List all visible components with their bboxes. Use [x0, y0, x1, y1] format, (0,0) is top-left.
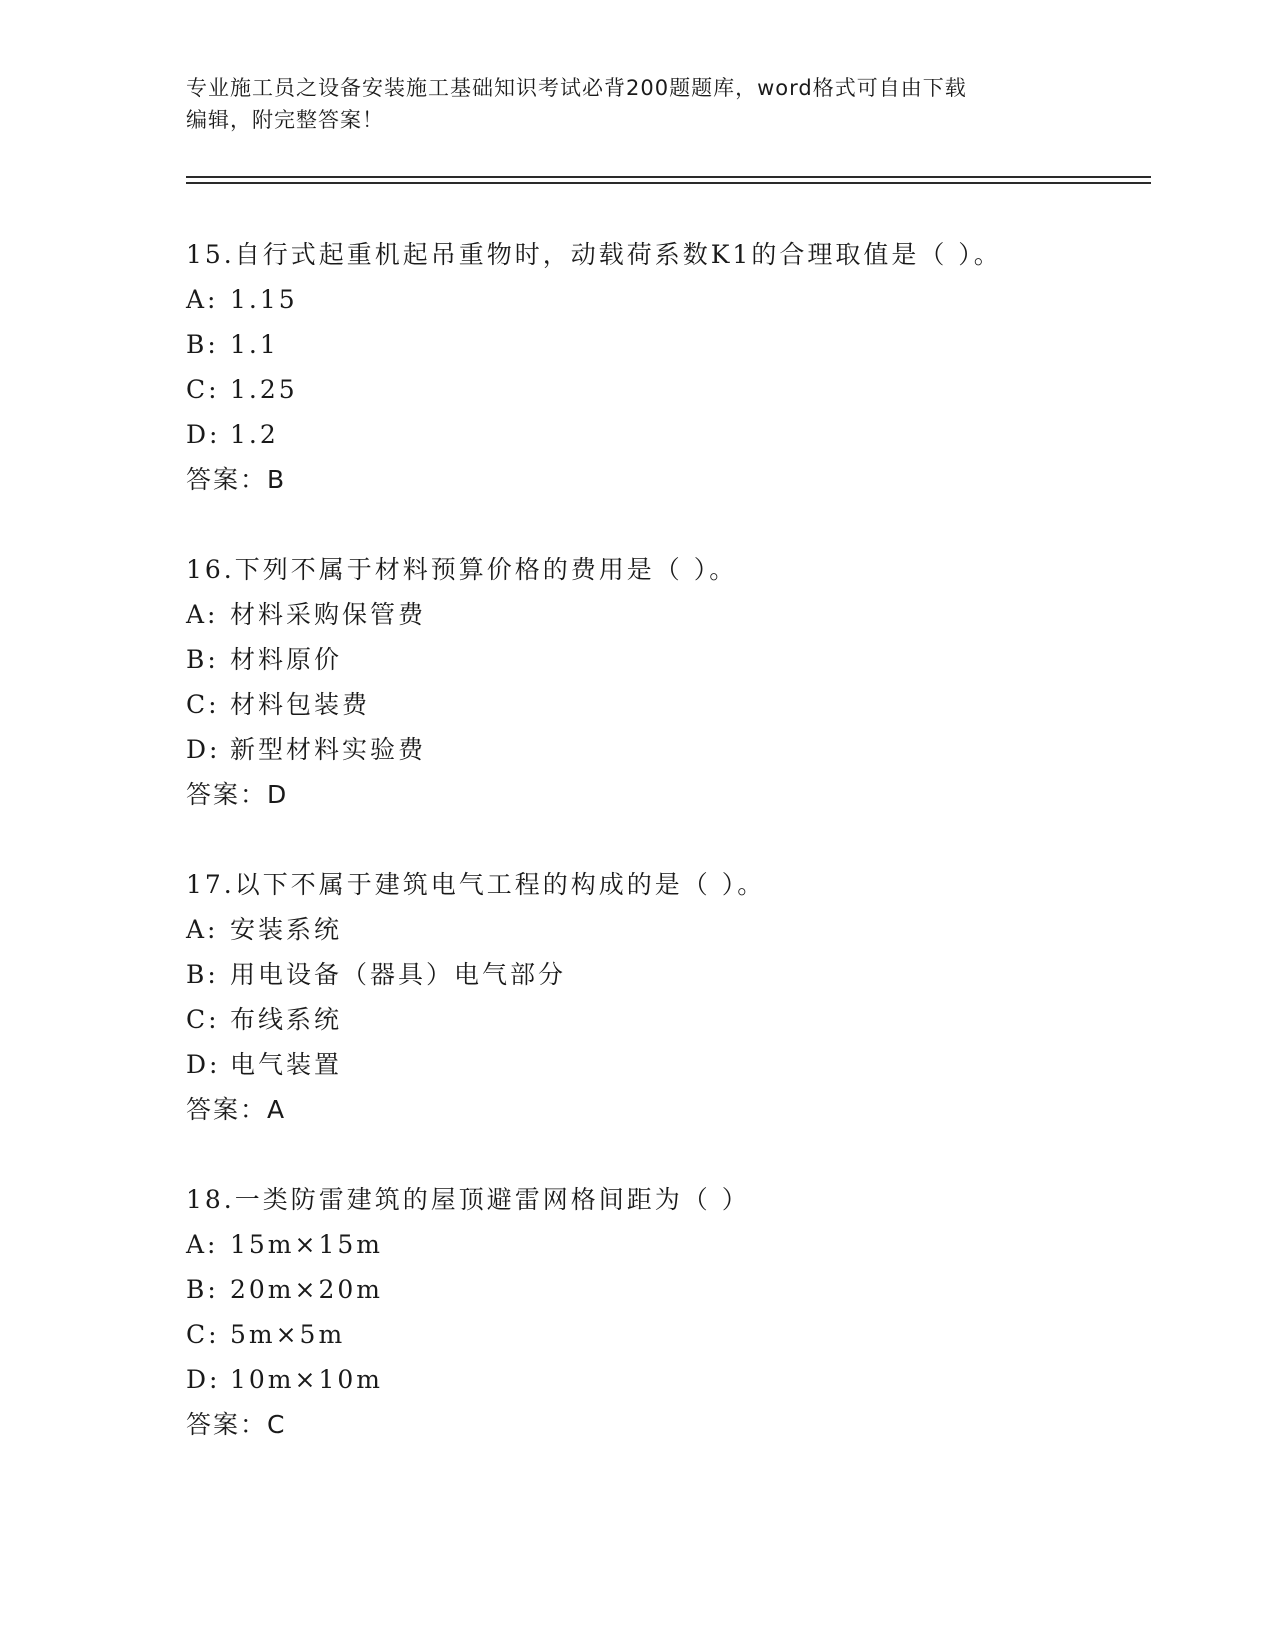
answer-line: 答案：B [186, 465, 287, 494]
option-d [186, 412, 1151, 457]
option-key: A: [186, 285, 219, 314]
option-key: B: [186, 645, 219, 674]
option-text: 15m×15m [230, 1230, 383, 1259]
option-key: A: [186, 600, 219, 629]
option-key: D: [186, 420, 221, 449]
option-text: 1.2 [230, 420, 279, 449]
option-d [186, 1042, 1151, 1087]
option-a [186, 1222, 1151, 1267]
option-text: 材料采购保管费 [230, 600, 427, 629]
option-text: 电气装置 [230, 1050, 343, 1079]
option-d [186, 727, 1151, 772]
option-d [186, 1357, 1151, 1402]
option-key: A: [186, 1230, 219, 1259]
document-header [186, 72, 1086, 136]
option-key: D: [186, 1050, 221, 1079]
option-text: 1.1 [230, 330, 279, 359]
option-c [186, 997, 1151, 1042]
option-text: 10m×10m [230, 1365, 383, 1394]
question-title: 17.以下不属于建筑电气工程的构成的是（ ）。 [186, 870, 766, 899]
option-key: B: [186, 1275, 219, 1304]
option-key: C: [186, 1320, 220, 1349]
answer-line: 答案：A [186, 1095, 287, 1124]
option-text: 1.25 [230, 375, 298, 404]
option-key: C: [186, 375, 220, 404]
option-text: 安装系统 [230, 915, 343, 944]
option-key: C: [186, 1005, 220, 1034]
option-a [186, 907, 1151, 952]
question-15 [186, 232, 1151, 502]
question-title: 16.下列不属于材料预算价格的费用是（ ）。 [186, 555, 738, 584]
option-c [186, 1312, 1151, 1357]
header-line-1: 专业施工员之设备安装施工基础知识考试必背200题题库，word格式可自由下载 [186, 76, 967, 100]
option-text: 布线系统 [230, 1005, 343, 1034]
option-key: C: [186, 690, 220, 719]
option-a [186, 592, 1151, 637]
question-18 [186, 1177, 1151, 1447]
option-b [186, 1267, 1151, 1312]
answer-line: 答案：D [186, 780, 289, 809]
option-a [186, 277, 1151, 322]
option-key: B: [186, 330, 219, 359]
option-key: D: [186, 1365, 221, 1394]
option-text: 材料包装费 [230, 690, 371, 719]
option-text: 材料原价 [230, 645, 343, 674]
question-title: 15.自行式起重机起吊重物时，动载荷系数K1的合理取值是（ ）。 [186, 240, 1002, 269]
option-b [186, 952, 1151, 997]
answer-line: 答案：C [186, 1410, 287, 1439]
header-line-2: 编辑，附完整答案！ [186, 108, 384, 132]
option-text: 用电设备（器具）电气部分 [230, 960, 567, 989]
option-key: D: [186, 735, 221, 764]
option-text: 新型材料实验费 [230, 735, 427, 764]
option-b [186, 322, 1151, 367]
header-divider-bottom [186, 182, 1151, 184]
option-b [186, 637, 1151, 682]
option-text: 5m×5m [230, 1320, 346, 1349]
question-title: 18.一类防雷建筑的屋顶避雷网格间距为（ ） [186, 1185, 750, 1214]
option-c [186, 367, 1151, 412]
option-key: B: [186, 960, 219, 989]
option-c [186, 682, 1151, 727]
question-16 [186, 547, 1151, 817]
option-key: A: [186, 915, 219, 944]
option-text: 1.15 [230, 285, 298, 314]
option-text: 20m×20m [230, 1275, 383, 1304]
question-17 [186, 862, 1151, 1132]
header-divider-top [186, 176, 1151, 178]
